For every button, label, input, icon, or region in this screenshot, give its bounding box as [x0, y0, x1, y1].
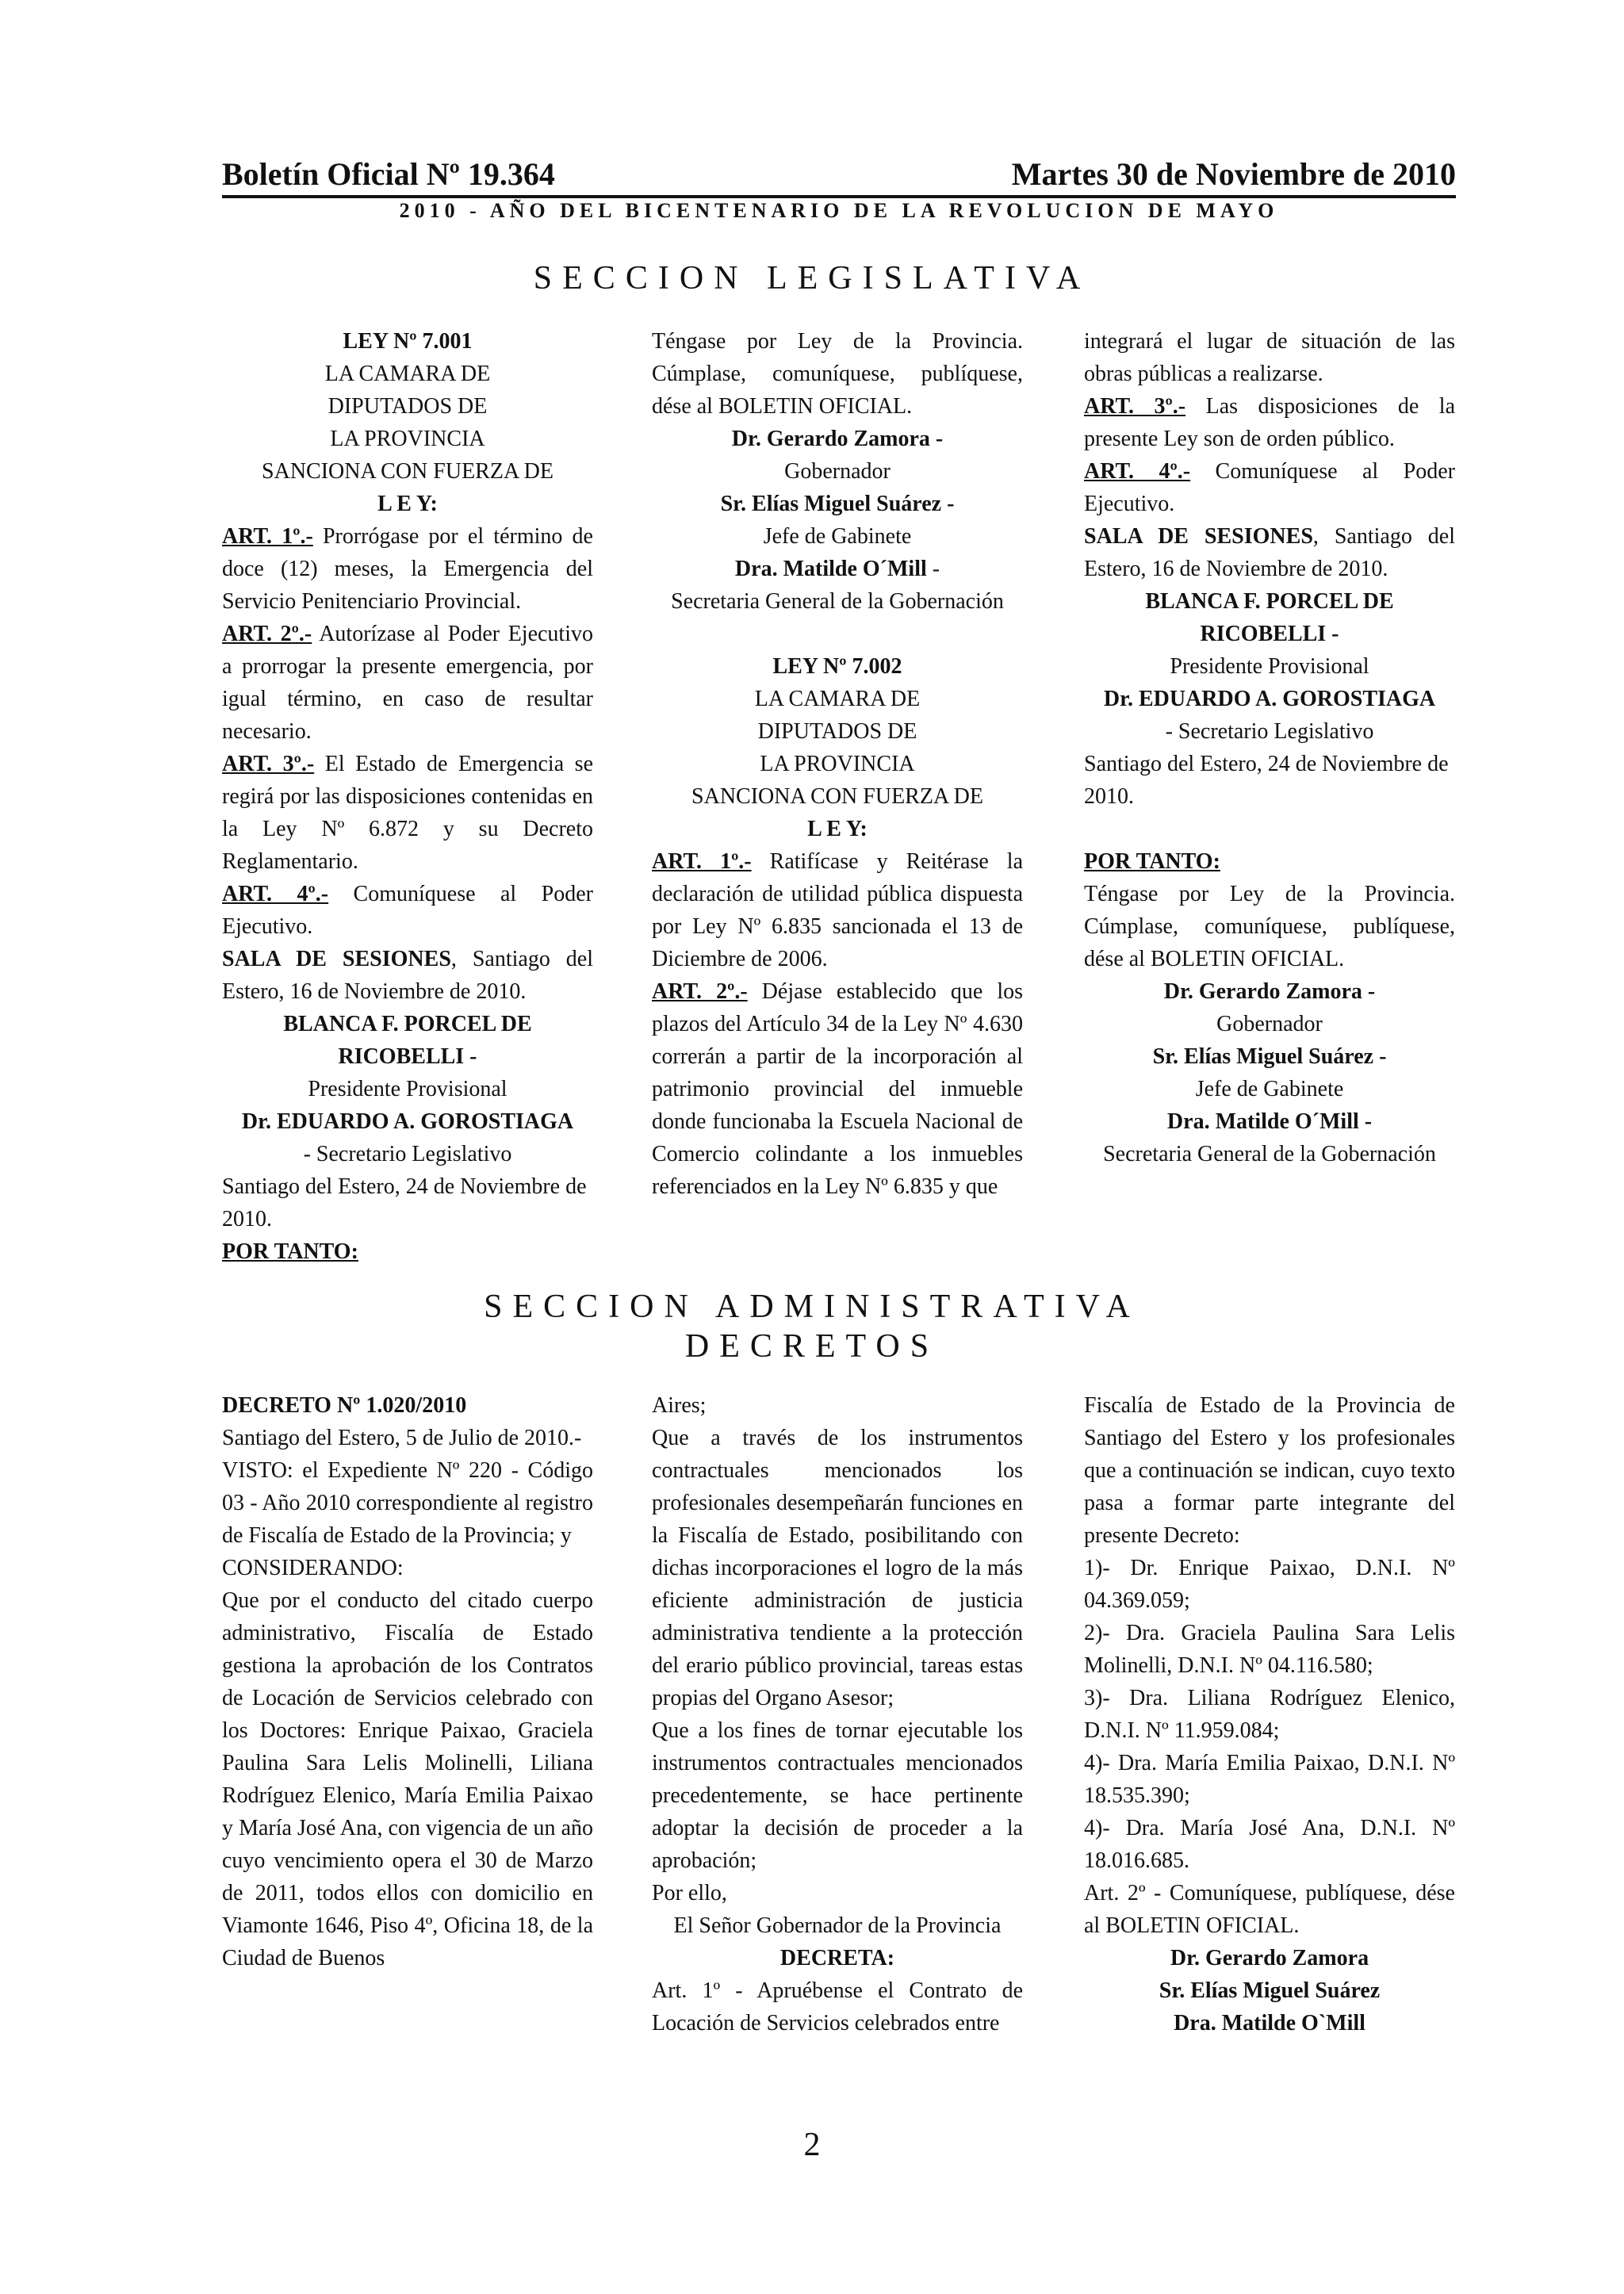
signature-name: Dr. EDUARDO A. GOROSTIAGA	[241, 1109, 574, 1134]
article-4	[1084, 455, 1455, 520]
signature-name: Sr. Elías Miguel Suárez	[1159, 1978, 1381, 2003]
signature-role: Gobernador	[784, 459, 891, 484]
sala-label: SALA DE SESIONES	[1084, 524, 1313, 549]
gobernador-line: El Señor Gobernador de la Provincia	[673, 1913, 1002, 1938]
place-date: Santiago del Estero, 24 de Noviembre de 2010.	[1084, 752, 1449, 809]
signature-name: Dr. Gerardo Zamora -	[1163, 979, 1376, 1004]
ley-7002-title: LEY Nº 7.002	[772, 654, 902, 679]
article-label: ART. 3º.-	[1084, 394, 1186, 419]
signature-name: Dr. Gerardo Zamora -	[731, 427, 944, 451]
visto-paragraph: VISTO: el Expediente Nº 220 - Código 03 - Año 2010 correspondiente al registro de Fiscalía de Estado de la Provincia; y	[222, 1458, 593, 1548]
promulgation-text: Téngase por Ley de la Provincia. Cúmplase, comuníquese, publíquese, dése al BOLETIN OFICIAL.	[1084, 882, 1455, 971]
article-1	[652, 845, 1023, 975]
signature-name: Sr. Elías Miguel Suárez -	[720, 492, 955, 516]
article-label: ART. 1º.-	[652, 849, 752, 874]
professional-item: 2)- Dra. Graciela Paulina Sara Lelis Molinelli, D.N.I. Nº 04.116.580;	[1084, 1621, 1455, 1678]
article-text: Autorízase al Poder Ejecutivo a prorrogar la presente emergencia, por igual término, en caso de resultar necesario.	[222, 622, 593, 744]
legislativa-column-3	[1084, 325, 1455, 1170]
article-text: Ratifícase y Reitérase la declaración de utilidad pública dispuesta por Ley Nº 6.835 sancionada el 13 de Diciembre de 2006.	[652, 849, 1023, 971]
ley-heading-line: LA PROVINCIA	[330, 427, 485, 451]
ley-heading-line: LA PROVINCIA	[760, 752, 915, 776]
place-date: Santiago del Estero, 5 de Julio de 2010.-	[222, 1426, 582, 1450]
section-title-administrativa: SECCION ADMINISTRATIVA	[484, 1289, 1140, 1325]
considerando-paragraph: Que por el conducto del citado cuerpo administrativo, Fiscalía de Estado gestiona la aprobación de los Contratos de Locación de Servicios celebrado con los Doctores: Enrique Paixao, Graciela Paulina Sara Lelis Molinelli, Liliana Rodríguez Elenico, María Emilia Paixao y María José Ana, con vigencia de un año cuyo vencimiento opera el 30 de Marzo de 2011, todos ellos con domicilio en Viamonte 1646, Piso 4º, Oficina 18, de la Ciudad de Buenos	[222, 1588, 593, 1970]
ley-heading-line: DIPUTADOS DE	[757, 719, 917, 744]
article-label: ART. 3º.-	[222, 752, 315, 776]
ley-heading-line: DIPUTADOS DE	[327, 394, 488, 419]
place-date: Santiago del Estero, 24 de Noviembre de 2010.	[222, 1174, 587, 1231]
signature-role: Presidente Provisional	[1170, 654, 1369, 679]
continued-text: Aires;	[652, 1393, 707, 1418]
sala-de-sesiones	[1084, 520, 1455, 585]
professional-item: 4)- Dra. María Emilia Paixao, D.N.I. Nº 18.535.390;	[1084, 1751, 1455, 1808]
sala-de-sesiones	[222, 943, 593, 1008]
signature-role: Jefe de Gabinete	[763, 524, 912, 549]
ley-heading-line: LA CAMARA DE	[754, 687, 921, 711]
signature-name: Dra. Matilde O`Mill	[1174, 2011, 1365, 2035]
spacer	[1084, 813, 1455, 845]
article-text: Comuníquese al Poder Ejecutivo.	[1084, 459, 1455, 516]
decreto-article-1: Art. 1º - Apruébense el Contrato de Locación de Servicios celebrados entre	[652, 1978, 1023, 2035]
article-label: ART. 4º.-	[1084, 459, 1191, 484]
article-1	[222, 520, 593, 618]
por-ello: Por ello,	[652, 1881, 727, 1905]
por-tanto: POR TANTO:	[1084, 849, 1220, 874]
article-text: Comuníquese al Poder Ejecutivo.	[222, 882, 593, 939]
bulletin-header	[222, 155, 1456, 198]
sala-text: , Santiago del Estero, 16 de Noviembre de 2010.	[222, 947, 593, 1004]
article-3	[1084, 390, 1455, 455]
ley-heading-ley: L E Y:	[807, 817, 868, 841]
signature-role: Gobernador	[1216, 1012, 1323, 1036]
bulletin-title: Boletín Oficial Nº 19.364	[222, 156, 555, 192]
sala-text: , Santiago del Estero, 16 de Noviembre de 2010.	[1084, 524, 1455, 581]
article-text: Déjase establecido que los plazos del Artículo 34 de la Ley Nº 4.630 correrán a partir de la incorporación al patrimonio provincial del inmueble donde funcionaba la Escuela Nacional de Comercio colindante a los inmuebles referenciados en la Ley Nº 6.835 y que	[652, 979, 1023, 1199]
administrativa-column-2	[652, 1389, 1023, 2039]
administrativa-column-1	[222, 1389, 593, 1974]
continued-text: Fiscalía de Estado de la Provincia de Santiago del Estero y los profesionales que a continuación se indican, cuyo texto pasa a formar parte integrante del presente Decreto:	[1084, 1393, 1455, 1548]
spacer	[652, 618, 1023, 650]
article-text: Prorrógase por el término de doce (12) meses, la Emergencia del Servicio Penitenciario Provincial.	[222, 524, 593, 614]
decreto-title: DECRETO Nº 1.020/2010	[222, 1393, 467, 1418]
signature-name: BLANCA F. PORCEL DE RICOBELLI -	[283, 1012, 532, 1069]
section-title-legislativa: SECCION LEGISLATIVA	[533, 260, 1091, 297]
legislativa-column-1	[222, 325, 593, 1268]
ley-heading-line: LA CAMARA DE	[324, 362, 491, 386]
decreto-article-2: Art. 2º - Comuníquese, publíquese, dése al BOLETIN OFICIAL.	[1084, 1881, 1455, 1938]
signature-role: Secretaria General de la Gobernación	[1103, 1142, 1436, 1166]
signature-role: Presidente Provisional	[308, 1077, 508, 1101]
promulgation-text: Téngase por Ley de la Provincia. Cúmplase, comuníquese, publíquese, dése al BOLETIN OFICIAL.	[652, 329, 1023, 419]
continued-text: integrará el lugar de situación de las obras públicas a realizarse.	[1084, 329, 1455, 386]
signature-name: Dra. Matilde O´Mill -	[1166, 1109, 1373, 1134]
article-text: Las disposiciones de la presente Ley son de orden público.	[1084, 394, 1455, 451]
ley-heading-ley: L E Y:	[377, 492, 438, 516]
page-number: 2	[803, 2127, 821, 2163]
legislativa-column-2	[652, 325, 1023, 1203]
signature-name: Dra. Matilde O´Mill	[734, 557, 927, 581]
bulletin-motto: 2010 - AÑO DEL BICENTENARIO DE LA REVOLUCION DE MAYO	[399, 199, 1279, 222]
section-subtitle-decretos: DECRETOS	[684, 1328, 940, 1365]
signature-name: Dr. Gerardo Zamora	[1170, 1946, 1369, 1970]
signature-role: - Secretario Legislativo	[1165, 719, 1374, 744]
decreta-heading: DECRETA:	[779, 1946, 895, 1970]
signature-suffix: -	[926, 557, 940, 581]
article-label: ART. 1º.-	[222, 524, 313, 549]
ley-heading-line: SANCIONA CON FUERZA DE	[262, 459, 553, 484]
professional-item: 3)- Dra. Liliana Rodríguez Elenico, D.N.I. Nº 11.959.084;	[1084, 1686, 1455, 1743]
signature-role: Secretaria General de la Gobernación	[671, 589, 1004, 614]
administrativa-column-3	[1084, 1389, 1455, 2039]
professional-item: 4)- Dra. María José Ana, D.N.I. Nº 18.016.685.	[1084, 1816, 1455, 1873]
article-label: ART. 2º.-	[222, 622, 312, 646]
article-text: El Estado de Emergencia se regirá por las disposiciones contenidas en la Ley Nº 6.872 y su Decreto Reglamentario.	[222, 752, 593, 874]
signature-name: Sr. Elías Miguel Suárez -	[1152, 1044, 1387, 1069]
por-tanto: POR TANTO:	[222, 1239, 358, 1264]
article-3	[222, 748, 593, 878]
article-label: ART. 2º.-	[652, 979, 748, 1004]
signature-name: BLANCA F. PORCEL DE RICOBELLI -	[1145, 589, 1394, 646]
considerando-paragraph: Que a los fines de tornar ejecutable los instrumentos contractuales mencionados precedentemente, se hace pertinente adoptar la decisión de proceder a la aprobación;	[652, 1718, 1023, 1873]
ley-heading-line: SANCIONA CON FUERZA DE	[691, 784, 983, 809]
bulletin-date: Martes 30 de Noviembre de 2010	[1011, 156, 1456, 192]
signature-role: - Secretario Legislativo	[303, 1142, 512, 1166]
signature-name: Dr. EDUARDO A. GOROSTIAGA	[1103, 687, 1436, 711]
article-2	[222, 618, 593, 748]
article-label: ART. 4º.-	[222, 882, 329, 906]
considerando-paragraph: Que a través de los instrumentos contractuales mencionados los profesionales desempeñarán funciones en la Fiscalía de Estado, posibilitando con dichas incorporaciones el logro de la más eficiente administración de justicia administrativa tendiente a la protección del erario público provincial, tareas estas propias del Organo Asesor;	[652, 1426, 1023, 1710]
considerando-heading: CONSIDERANDO:	[222, 1556, 404, 1580]
ley-7001-title: LEY Nº 7.001	[343, 329, 473, 354]
professional-item: 1)- Dr. Enrique Paixao, D.N.I. Nº 04.369.059;	[1084, 1556, 1455, 1613]
article-4	[222, 878, 593, 943]
article-2	[652, 975, 1023, 1203]
sala-label: SALA DE SESIONES	[222, 947, 451, 971]
signature-role: Jefe de Gabinete	[1195, 1077, 1344, 1101]
signature-line	[652, 553, 1023, 585]
